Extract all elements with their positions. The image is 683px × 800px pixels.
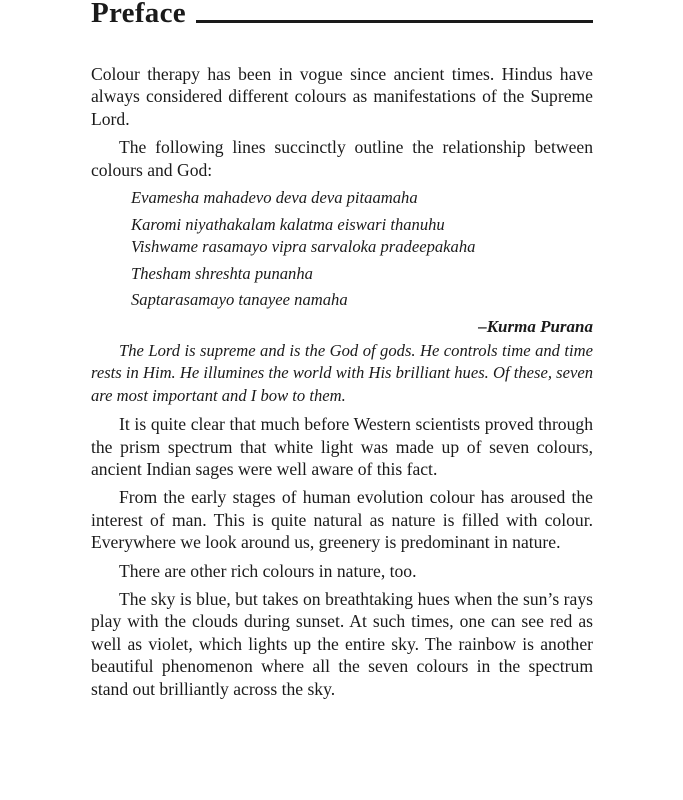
verse-translation: The Lord is supreme and is the God of gods. He controls time and time rests in Him. He illumines the world with His brilliant hues. Of these, seven are most important and I bow to them. <box>91 341 593 405</box>
paragraph-lines-intro: The following lines succinctly outline the relationship between colours and God: <box>91 137 593 180</box>
verse-attribution: –Kurma Purana <box>478 317 593 336</box>
paragraph-prism: It is quite clear that much before Western scientists proved through the prism spectrum that white light was made up of seven colours, ancient Indian sages were well aware of this fact. <box>91 414 593 480</box>
preface-body <box>91 63 593 700</box>
heading-row <box>91 0 593 28</box>
heading-rule <box>196 20 593 23</box>
page <box>91 0 593 699</box>
verse-line: Evamesha mahadevo deva deva pitaamaha <box>131 188 418 208</box>
paragraph-intro: Colour therapy has been in vogue since ancient times. Hindus have always considered different colours as manifestations of the Supreme Lord. <box>91 64 593 129</box>
sanskrit-verse <box>131 187 593 312</box>
page-title: Preface <box>91 0 186 29</box>
paragraph-sky: The sky is blue, but takes on breathtaking hues when the sun’s rays play with the clouds during sunset. At such times, one can see red as well as violet, which lights up the entire sky. The rainbow is another beautiful phenomenon where all the seven colours in the spectrum stand out brilliantly across the sky. <box>91 589 593 699</box>
verse-line: Karomi niyathakalam kalatma eiswari thanuhu <box>131 214 445 234</box>
verse-line: Thesham shreshta punanha <box>131 263 313 283</box>
verse-line: Vishwame rasamayo vipra sarvaloka pradeepakaha <box>131 237 476 257</box>
paragraph-evolution: From the early stages of human evolution colour has aroused the interest of man. This is quite natural as nature is filled with colour. Everywhere we look around us, greenery is predominant in nature. <box>91 487 593 553</box>
paragraph-rich-colours: There are other rich colours in nature, too. <box>119 560 417 581</box>
verse-line: Saptarasamayo tanayee namaha <box>131 290 348 310</box>
